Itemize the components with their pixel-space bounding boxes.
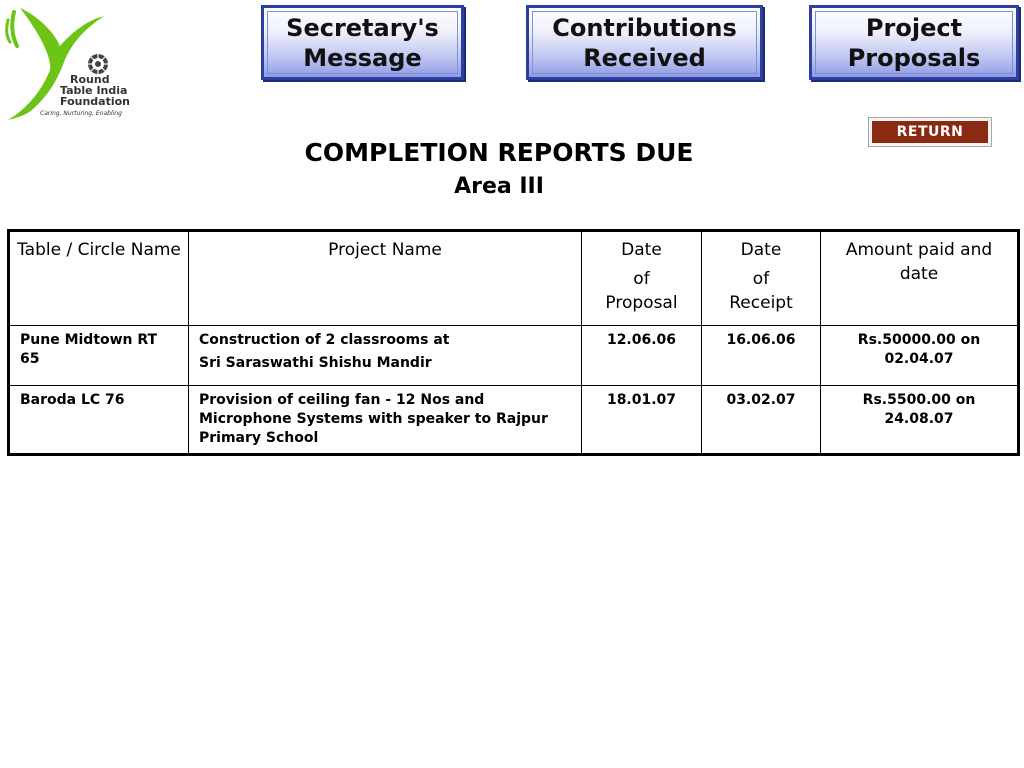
table-header-row [9, 231, 1019, 326]
header-table-circle-name: Table / Circle Name [9, 231, 189, 326]
header-date-of-proposal [582, 231, 702, 326]
project-line: Sri Saraswathi Shishu Mandir [199, 355, 432, 371]
button-label-line: Received [583, 43, 706, 72]
header-project-name: Project Name [189, 231, 582, 326]
header-line: Date [621, 240, 662, 260]
header-amount-paid-and-date: Amount paid and date [821, 231, 1019, 326]
button-label-line: Project [865, 13, 963, 42]
header-line: Receipt [729, 293, 793, 313]
header-line: Proposal [605, 293, 678, 313]
secretarys-message-button[interactable] [261, 5, 464, 80]
contributions-received-button[interactable] [526, 5, 763, 80]
return-button-label: RETURN [872, 121, 988, 143]
cell-date-of-receipt: 03.02.07 [702, 386, 821, 455]
cell-amount-paid: Rs.5500.00 on 24.08.07 [821, 386, 1019, 455]
cell-date-of-receipt: 16.06.06 [702, 326, 821, 386]
cell-table-circle-name: Baroda LC 76 [9, 386, 189, 455]
header-date-of-receipt [702, 231, 821, 326]
cell-date-of-proposal: 18.01.07 [582, 386, 702, 455]
cell-project-name [189, 386, 582, 455]
logo-name-line: Table India [60, 84, 128, 97]
logo-tagline: Caring, Nurturing, Enabling [40, 110, 122, 117]
table-row [9, 386, 1019, 455]
header-line: of [633, 269, 650, 289]
button-label-line: Secretary's [286, 13, 439, 42]
logo-name-line: Foundation [60, 95, 131, 108]
header-line: of [752, 269, 770, 289]
completion-reports-table [7, 229, 1020, 456]
project-line: Construction of 2 classrooms at [199, 332, 450, 348]
button-label-line: Contributions [552, 13, 737, 42]
button-label-line: Proposals [847, 43, 981, 72]
logo-name-line: Round [70, 73, 110, 86]
project-proposals-button[interactable] [809, 5, 1019, 80]
round-table-india-foundation-logo [2, 2, 142, 122]
button-label-line: Message [303, 43, 422, 72]
page-subtitle: Area III [454, 174, 544, 199]
page-title: COMPLETION REPORTS DUE [304, 138, 694, 167]
table-row [9, 326, 1019, 386]
project-line: Provision of ceiling fan - 12 Nos and Microphone Systems with speaker to Rajpur Primary School [199, 392, 548, 446]
cell-amount-paid: Rs.50000.00 on 02.04.07 [821, 326, 1019, 386]
logo-org-name [60, 74, 150, 107]
header-line: Date [740, 240, 782, 260]
cell-table-circle-name: Pune Midtown RT 65 [9, 326, 189, 386]
cell-project-name [189, 326, 582, 386]
cell-date-of-proposal: 12.06.06 [582, 326, 702, 386]
